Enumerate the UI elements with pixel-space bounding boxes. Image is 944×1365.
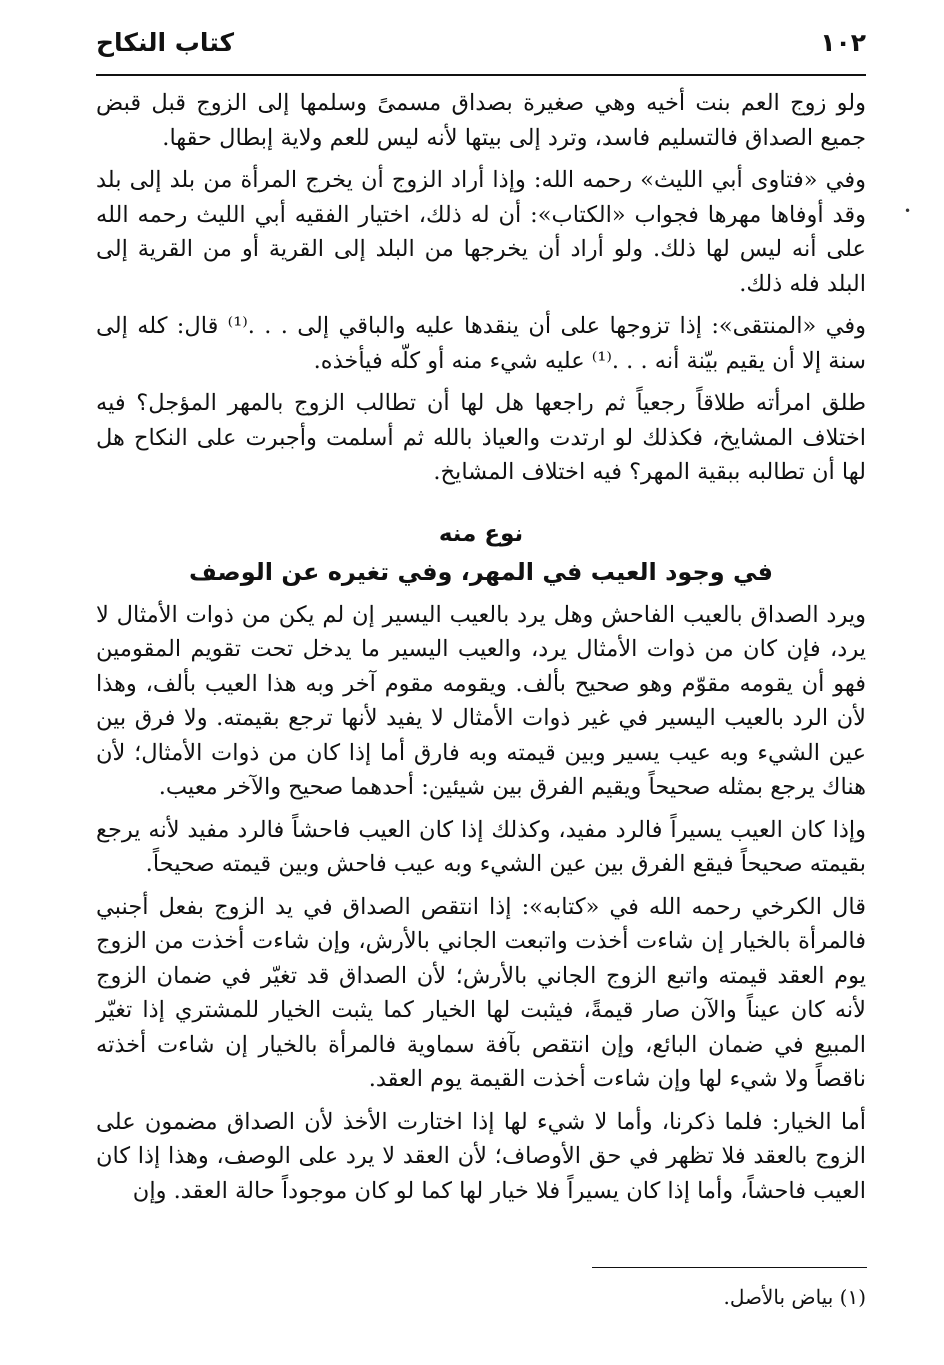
- section-title-heading: في وجود العيب في المهر، وفي تغيره عن الوصف: [188, 557, 774, 586]
- margin-mark: •: [904, 204, 912, 218]
- page-body: [96, 28, 866, 1216]
- paragraph: طلق امرأته طلاقاً رجعياً ثم راجعها هل لها أن تطالب الزوج بالمهر المؤجل؟ فيه اختلاف المشايخ، فكذلك لو ارتدت والعياذ بالله ثم أسلمت وأجبرت على النكاح هل لها أن تطالبه ببقية المهر؟ فيه اختلاف المشايخ.: [96, 390, 866, 485]
- paragraph: وفي «فتاوى أبي الليث» رحمه الله: وإذا أراد الزوج أن يخرج المرأة من بلد إلى بلد وقد أوفاها مهرها فجواب «الكتاب»: أن له ذلك، اختيار الفقيه أبي الليث رحمه الله على أنه ليس لها ذلك. ولو أراد أن يخرجها من البلد إلى القرية أو من القرية إلى البلد فله ذلك.: [96, 167, 866, 297]
- paragraph: ويرد الصداق بالعيب الفاحش وهل يرد بالعيب اليسير إن لم يكن من ذوات الأمثال لا يرد، فإن كان من ذوات الأمثال يرد، والعيب اليسير ما يدخل تحت تقويم المقومين فهو أن يقومه مقوّم وهو صحيح بألف. ويقومه مقوم آخر وبه هذا العيب بألف، وهذا لأن الرد بالعيب اليسير في غير ذوات الأمثال لا يفيد لأنها ترجع بقيمته. ولا فرق بين عين الشيء وبه عيب يسير وبين قيمته وبه فارق أما إذا كان من ذوات الأمثال؛ لأن هناك يرجع بمثله صحيحاً ويقيم الفرق بين شيئين: أحدهما صحيح والآخر معيب.: [96, 601, 866, 800]
- paragraph: أما الخيار: فلما ذكرنا، وأما لا شيء لها إذا اختارت الأخذ لأن الصداق مضمون على الزوج بالعقد فلا تظهر في حق الأوصاف؛ لأن العقد لا يرد على الوصف، وهذا إذا كان العيب فاحشاً، وأما إذا كان يسيراً فلا خيار لها كما لو كان موجوداً حالة العقد. وإن: [96, 1108, 866, 1204]
- footnote-rule: [592, 1267, 867, 1268]
- page-number: ١٠٢: [820, 28, 866, 57]
- paragraph: وإذا كان العيب يسيراً فالرد مفيد، وكذلك إذا كان العيب فاحشاً فالرد مفيد لأنه يرجع بقيمته صحيحاً فيقع الفرق بين عين الشيء وبه عيب فاحش وبين قيمته صحيحاً.: [96, 816, 866, 877]
- paragraph: قال الكرخي رحمه الله في «كتابه»: إذا انتقص الصداق في يد الزوج بفعل أجنبي فالمرأة بالخيار إن شاءت أخذت واتبعت الجاني بالأرش، وإن شاءت أخذت من الزوج يوم العقد قيمته واتبع الزوج الجاني بالأرش؛ لأن الصداق قد تغيّر في ضمان الزوج لأنه كان عيناً والآن صار قيمةً، فيثبت لها الخيار كما يثبت الخيار للمشتري إذا تغيّر المبيع في ضمان البائع، وإن انتقص بآفة سماوية فالمرأة بالخيار إن شاءت أخذته ناقصاً ولا شيء لها وإن شاءت أخذت القيمة يوم العقد.: [96, 893, 866, 1092]
- header-rule: [96, 74, 866, 76]
- footnote: (١) بياض بالأصل.: [723, 1285, 866, 1309]
- book-title: كتاب النكاح: [96, 28, 235, 57]
- paragraph: وفي «المنتقى»: إذا تزوجها على أن ينقدها عليه والباقي إلى . . .⁽¹⁾ قال: كله إلى سنة إلا أن يقيم بيّنة أنه . . .⁽¹⁾ عليه شيء منه أو كلّه فيأخذه.: [96, 313, 867, 374]
- section-type-heading: نوع منه: [438, 520, 524, 547]
- paragraph: ولو زوج العم بنت أخيه وهي صغيرة بصداق مسمىً وسلمها إلى الزوج قبل قبض جميع الصداق فالتسليم فاسد، وترد إلى بيتها لأنه ليس للعم ولاية إبطال حقها.: [96, 90, 866, 151]
- running-header: [96, 28, 866, 72]
